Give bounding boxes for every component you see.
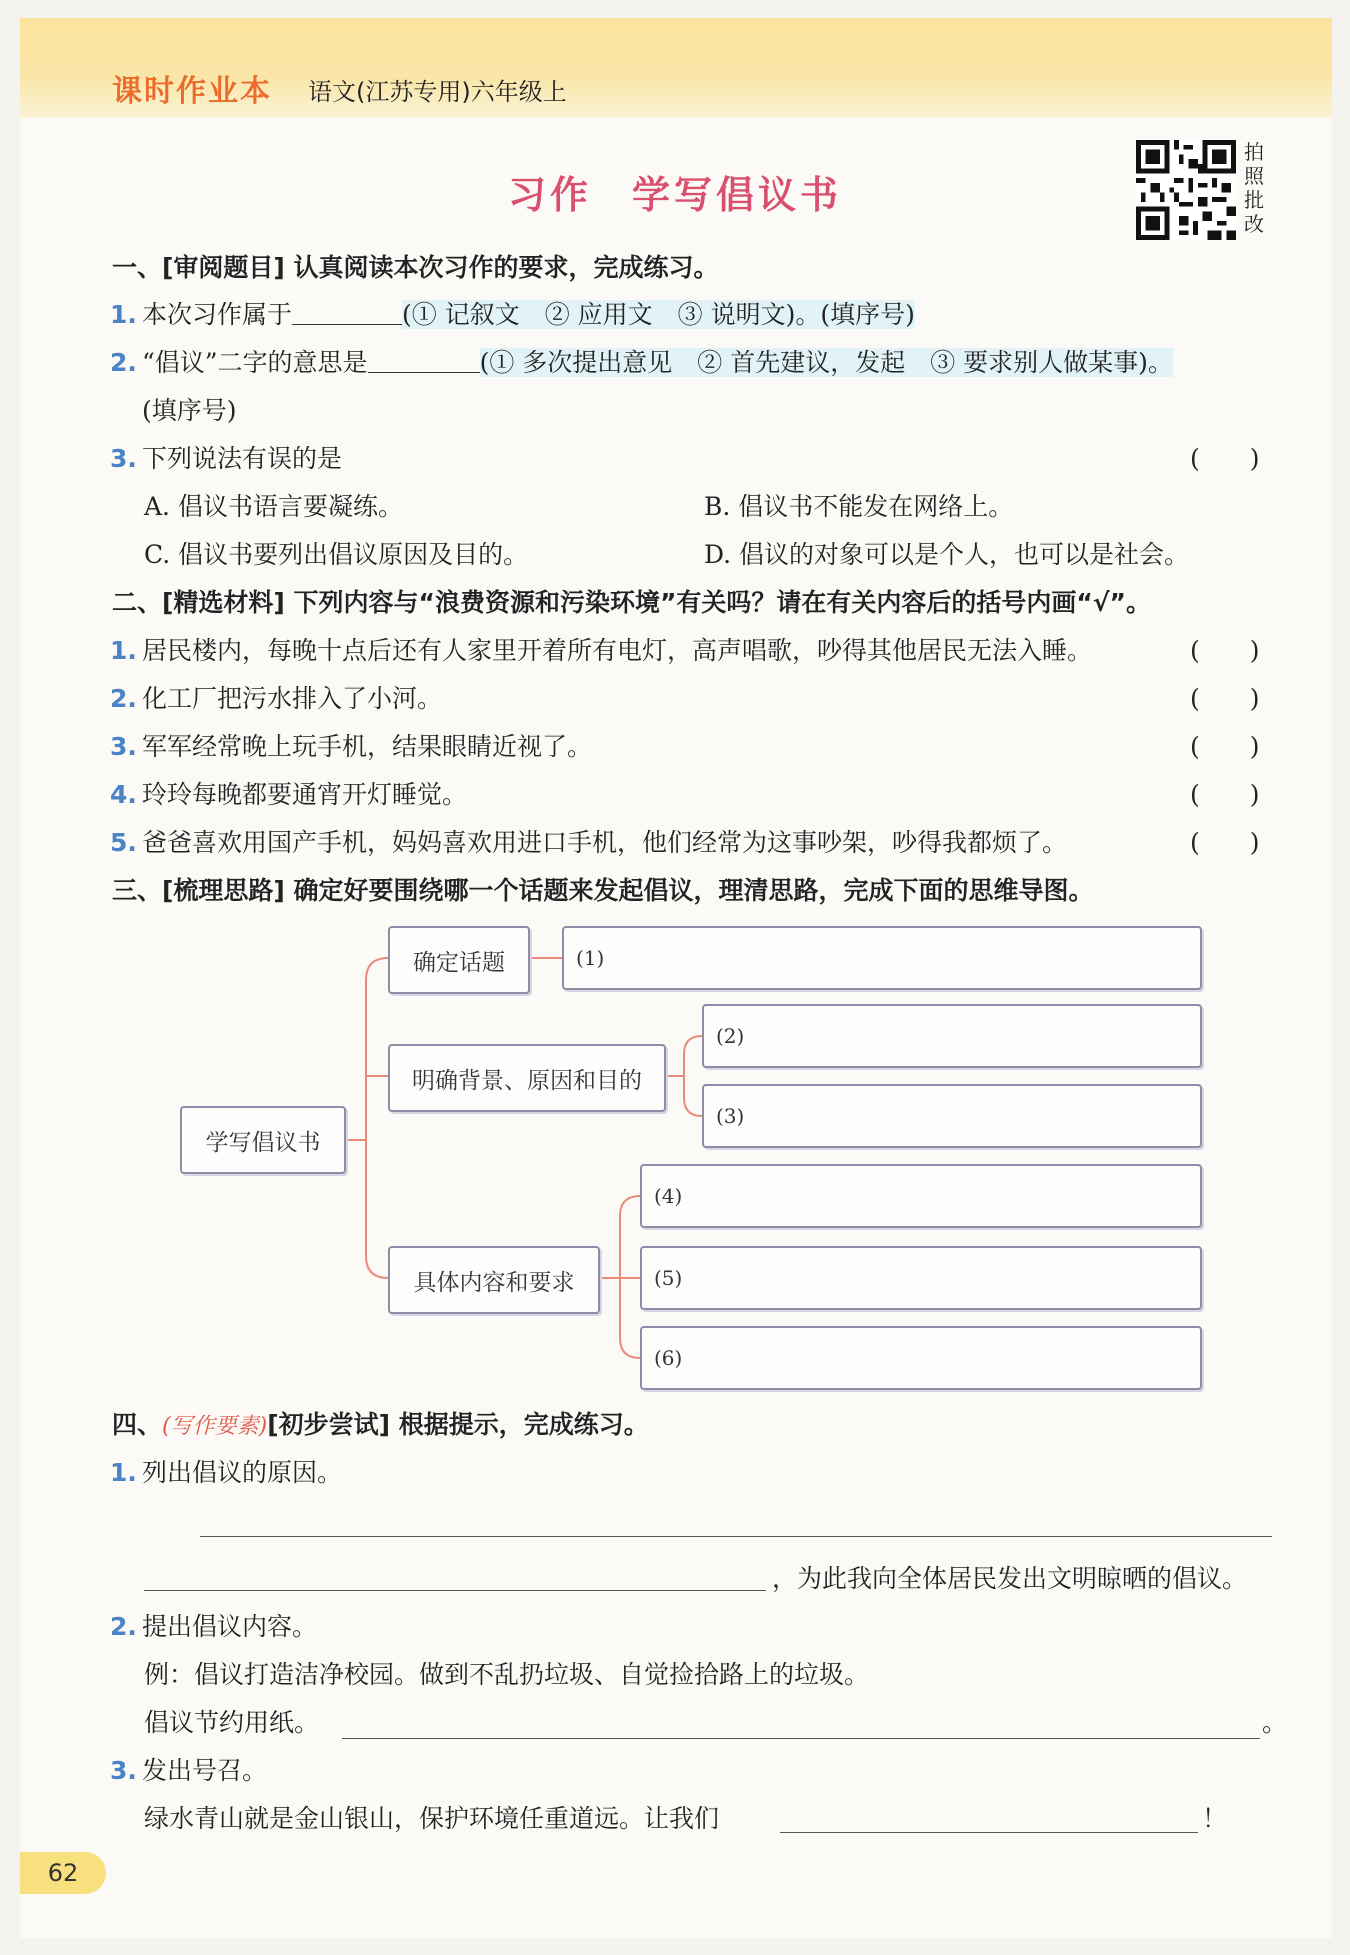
s1-q2-text: “倡议”二字的意思是	[142, 348, 368, 377]
s2-item-num: 5.	[110, 828, 137, 857]
mindmap-answer-slot[interactable]	[702, 1004, 1202, 1068]
s1-q1-num: 1.	[110, 300, 137, 329]
s2-item-text: 军军经常晚上玩手机，结果眼睛近视了。	[142, 732, 593, 761]
slot-label: (4)	[654, 1184, 683, 1208]
s4-q2-example: 例：倡议打造洁净校园。做到不乱扔垃圾、自觉捡拾路上的垃圾。	[144, 1660, 870, 1689]
s4-q2	[110, 1611, 317, 1643]
page-number: 62	[20, 1852, 106, 1894]
s4-q3-prompt: 绿水青山就是金山银山，保护环境任重道远。让我们	[144, 1804, 720, 1833]
brand-title: 课时作业本	[112, 74, 272, 109]
slot-label: (1)	[576, 946, 605, 970]
s2-item-num: 2.	[110, 684, 137, 713]
s1-q3-option-c: C. 倡议书要列出倡议原因及目的。	[144, 540, 529, 569]
s4-q1-answer-line[interactable]	[144, 1590, 766, 1591]
mindmap-answer-slot[interactable]	[562, 926, 1202, 990]
title-part1: 习作	[507, 173, 592, 217]
s1-q3-option-d: D. 倡议的对象可以是个人，也可以是社会。	[704, 540, 1190, 569]
slot-label: (3)	[716, 1104, 745, 1128]
s2-item-answer-paren[interactable]: ( )	[1190, 636, 1260, 665]
mindmap-branch-topic: 确定话题	[388, 926, 530, 994]
s4-q3-num: 3.	[110, 1756, 137, 1785]
s2-item-answer-paren[interactable]: ( )	[1190, 828, 1260, 857]
s1-q2-num: 2.	[110, 348, 137, 377]
mindmap-branch-background: 明确背景、原因和目的	[388, 1044, 666, 1112]
s4-q1-text: 列出倡议的原因。	[142, 1458, 343, 1487]
slot-label: (6)	[654, 1346, 683, 1370]
s4-q3	[110, 1755, 267, 1787]
s4-q2-answer-line[interactable]	[342, 1738, 1260, 1739]
s1-q1-text: 本次习作属于	[142, 300, 293, 329]
s1-q3-option-a: A. 倡议书语言要凝练。	[144, 492, 403, 521]
mindmap-answer-slot[interactable]	[640, 1326, 1202, 1390]
section1-heading: 一、[审阅题目] 认真阅读本次习作的要求，完成练习。	[112, 253, 719, 282]
s4-q2-text: 提出倡议内容。	[142, 1612, 318, 1641]
title-part2: 学写倡议书	[632, 173, 843, 217]
s2-item-answer-paren[interactable]: ( )	[1190, 732, 1260, 761]
s4-q1-answer-line[interactable]	[200, 1536, 1272, 1537]
qr-label: 拍照批改	[1244, 140, 1264, 236]
s2-item-text: 居民楼内，每晚十点后还有人家里开着所有电灯，高声唱歌，吵得其他居民无法入睡。	[142, 636, 1093, 665]
mindmap-answer-slot[interactable]	[702, 1084, 1202, 1148]
subject-label: 语文(江苏专用)六年级上	[308, 78, 567, 106]
s2-item-num: 3.	[110, 732, 137, 761]
s4-q2-prompt: 倡议节约用纸。	[144, 1708, 320, 1737]
section3-heading: 三、[梳理思路] 确定好要围绕哪一个话题来发起倡议，理清思路，完成下面的思维导图。	[112, 876, 1094, 905]
slot-label: (5)	[654, 1266, 683, 1290]
s4-q1	[110, 1457, 342, 1489]
section4-heading	[112, 1409, 649, 1443]
s1-q2-note: (填序号)	[142, 396, 237, 425]
slot-label: (2)	[716, 1024, 745, 1048]
s4-q2-num: 2.	[110, 1612, 137, 1641]
s2-item-answer-paren[interactable]: ( )	[1190, 780, 1260, 809]
s2-item-text: 玲玲每晚都要通宵开灯睡觉。	[142, 780, 468, 809]
mindmap-branch-content: 具体内容和要求	[388, 1246, 600, 1314]
s4-q3-text: 发出号召。	[142, 1756, 268, 1785]
writing-element-tag: (写作要素)	[162, 1414, 268, 1439]
s1-q2-options: (① 多次提出意见 ② 首先建议，发起 ③ 要求别人做某事)。	[479, 348, 1173, 377]
mindmap-answer-slot[interactable]	[640, 1164, 1202, 1228]
s2-item-text: 化工厂把污水排入了小河。	[142, 684, 443, 713]
section4-heading-post: [初步尝试] 根据提示，完成练习。	[267, 1410, 649, 1439]
s4-q3-answer-line[interactable]	[780, 1832, 1198, 1833]
s2-item-text: 爸爸喜欢用国产手机，妈妈喜欢用进口手机，他们经常为这事吵架，吵得我都烦了。	[142, 828, 1068, 857]
s1-q3-option-b: B. 倡议书不能发在网络上。	[704, 492, 1014, 521]
s2-item-answer-paren[interactable]: ( )	[1190, 684, 1260, 713]
s1-q1-options: (① 记叙文 ② 应用文 ③ 说明文)。(填序号)	[402, 300, 915, 329]
s2-item-num: 4.	[110, 780, 137, 809]
s2-item-num: 1.	[110, 636, 137, 665]
s1-q3-answer-paren[interactable]: ( )	[1190, 444, 1260, 473]
s4-q1-tail: ，为此我向全体居民发出文明晾晒的倡议。	[772, 1564, 1248, 1593]
mindmap-answer-slot[interactable]	[640, 1246, 1202, 1310]
s4-q3-end: ！	[1202, 1804, 1228, 1833]
s4-q1-num: 1.	[110, 1458, 137, 1487]
section2-heading: 二、[精选材料] 下列内容与“浪费资源和污染环境”有关吗？请在有关内容后的括号内画“√”。	[112, 588, 1151, 617]
s4-q2-end: 。	[1262, 1708, 1288, 1737]
s1-q3-text: 下列说法有误的是	[142, 444, 343, 473]
s1-q3-num: 3.	[110, 444, 137, 473]
mindmap-root: 学写倡议书	[180, 1106, 346, 1174]
section4-heading-pre: 四、	[112, 1410, 163, 1439]
